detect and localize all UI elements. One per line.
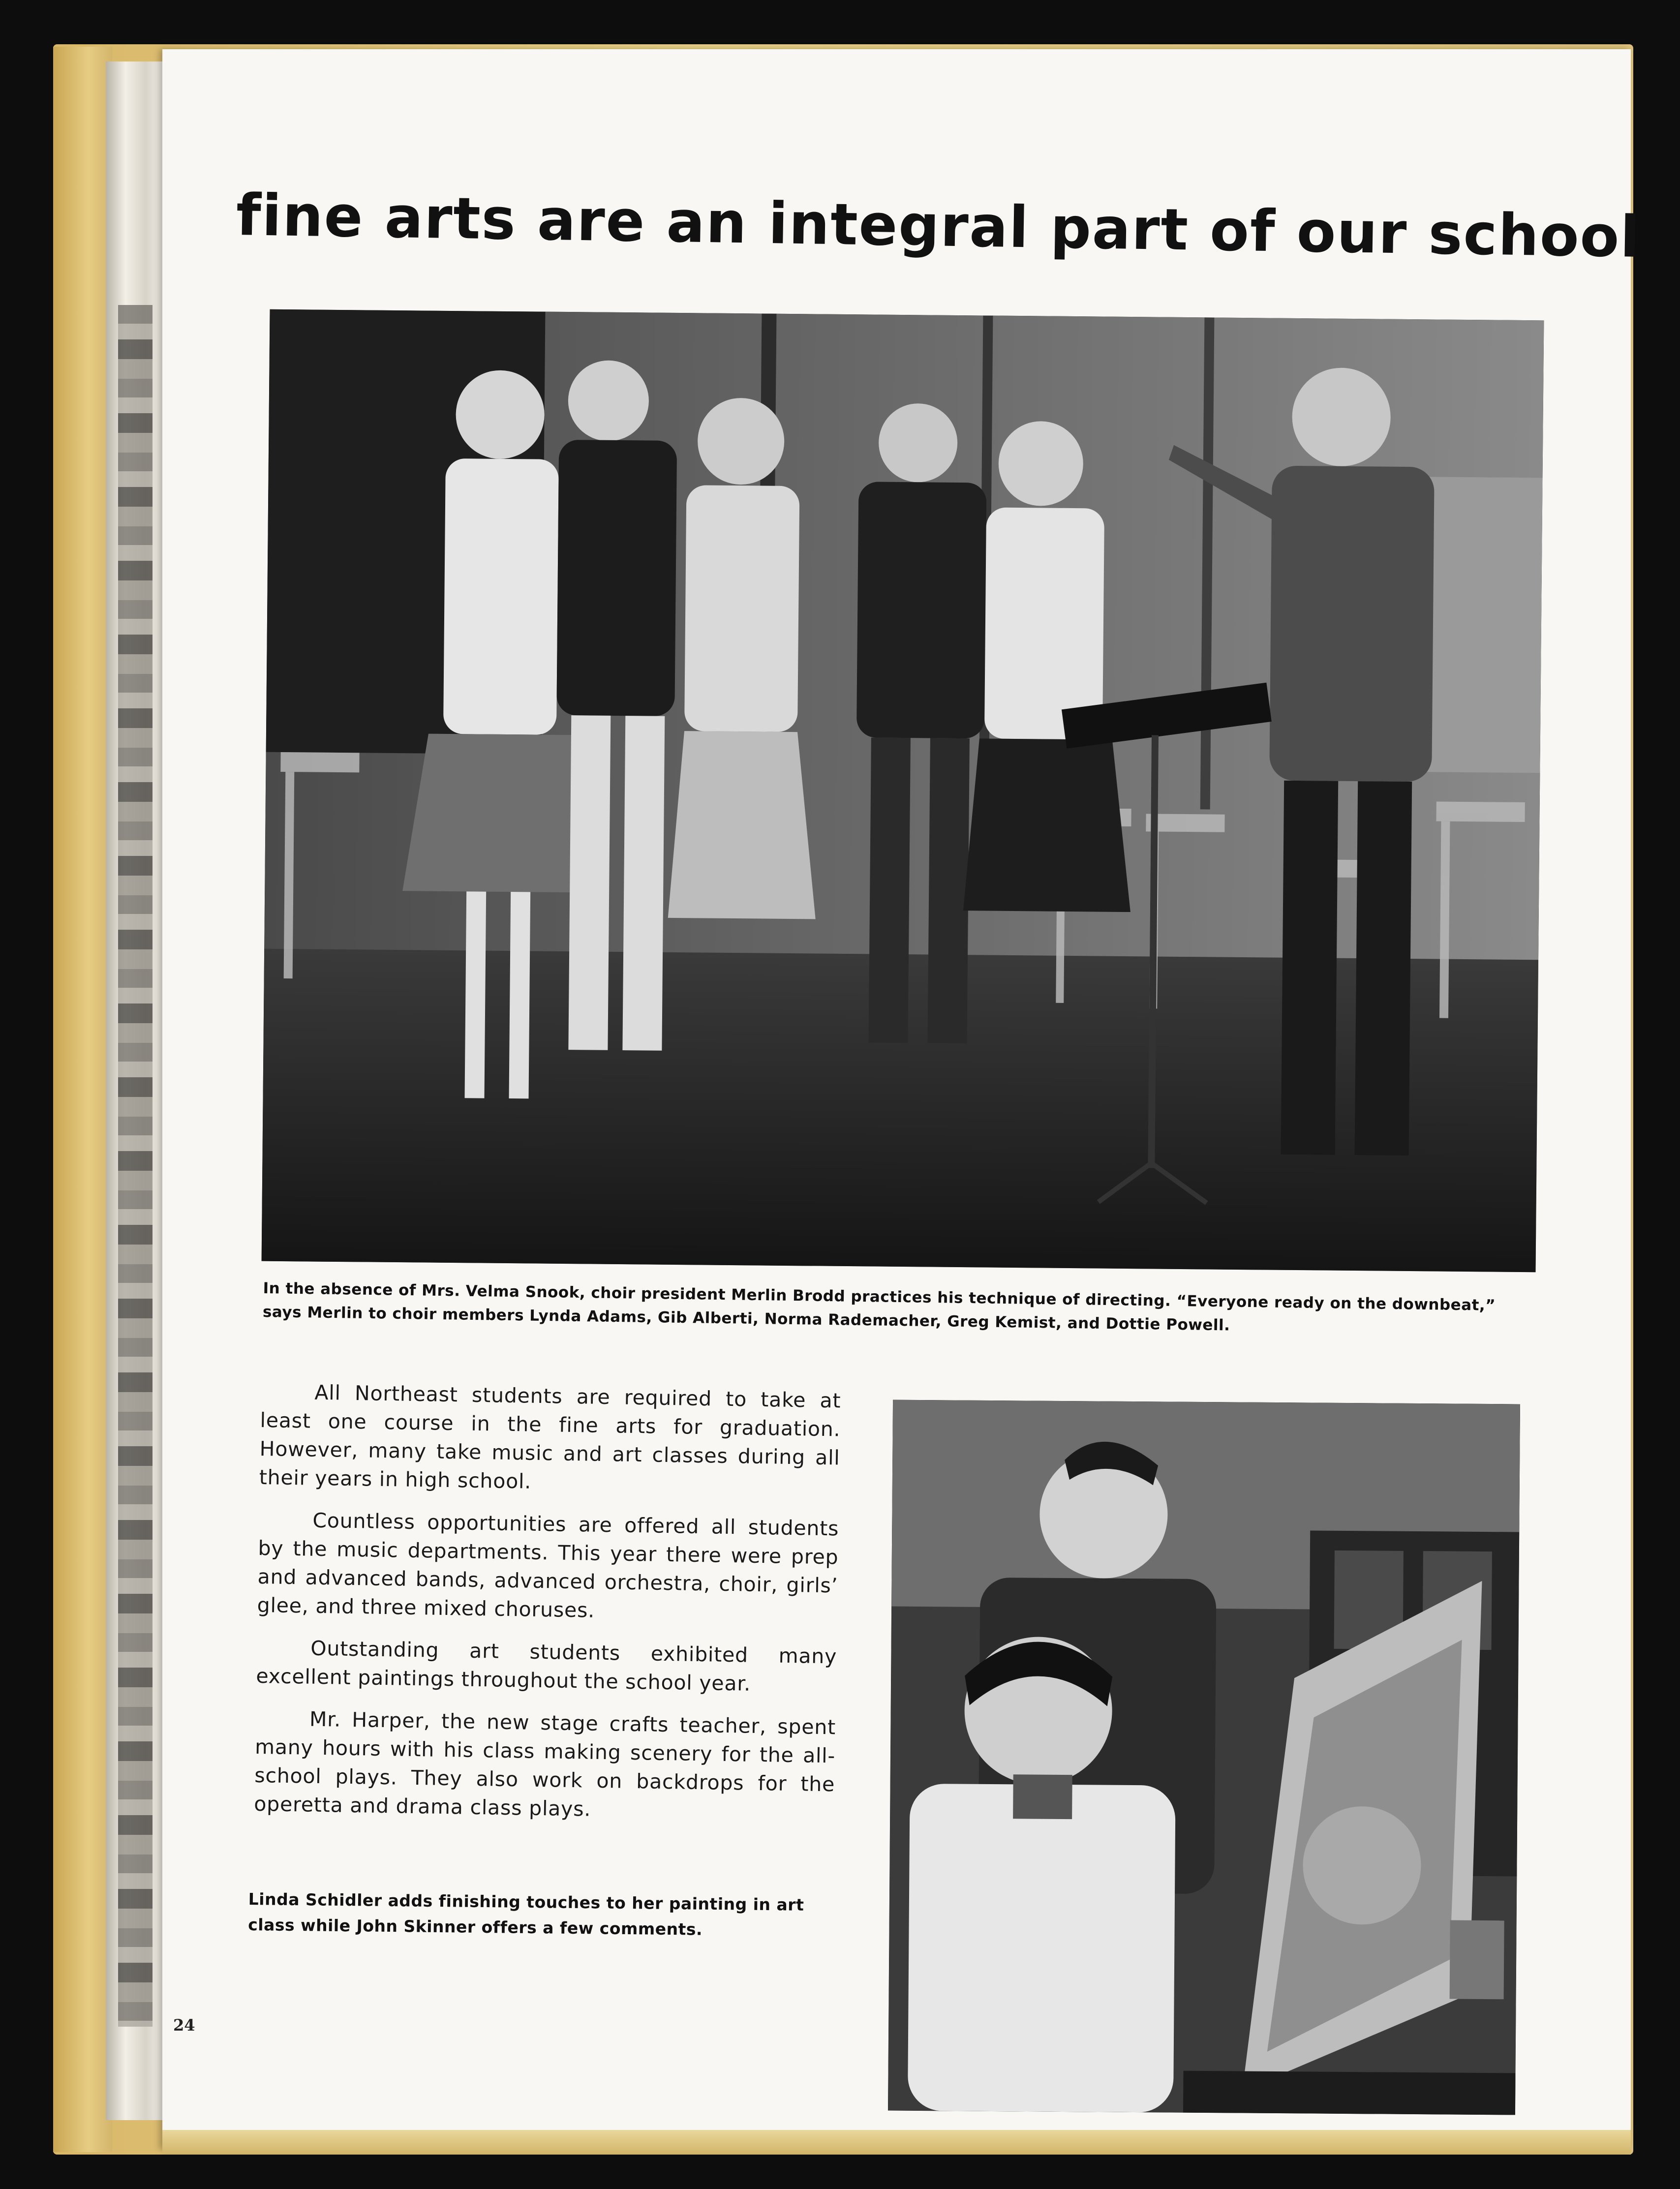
page-bottom-edge bbox=[162, 2130, 1631, 2155]
choir-photo bbox=[262, 309, 1544, 1273]
paragraph-4: Mr. Harper, the new stage crafts teacher, spent many hours with his class making scenery for the all-school plays. They also work on backdrops for the operetta and drama class plays. bbox=[254, 1707, 836, 1821]
page-title: fine arts are an integral part of our school bbox=[235, 182, 1642, 271]
paragraph-2: Countless opportunities are offered all students by the music departments. This year there were prep and advanced bands, advanced orchestra, choir, girls’ glee, and three mixed choruses. bbox=[257, 1508, 839, 1622]
art-photo-caption: Linda Schidler adds finishing touches to her painting in art class while John Skinner offers a few comments. bbox=[247, 1889, 804, 1939]
choir-photo-image bbox=[262, 309, 1544, 1273]
page-number: 24 bbox=[173, 2016, 195, 2035]
book-spine-edge bbox=[53, 47, 112, 2152]
paragraph-1: All Northeast students are required to take at least one course in the fine arts for graduation. However, many take music and art classes during all their years in high school. bbox=[259, 1380, 841, 1493]
previous-page-photo-edge bbox=[118, 305, 153, 2027]
choir-photo-caption: In the absence of Mrs. Velma Snook, choir president Merlin Brodd practices his technique of directing. “Everyone ready on the downbeat,” says Merlin to choir members Lynda Adams, Gib Alberti, Norma Rademacher, Greg Kemist, and Dottie Powell. bbox=[262, 1279, 1496, 1335]
art-class-photo-image bbox=[888, 1400, 1520, 2115]
art-class-photo bbox=[888, 1400, 1520, 2115]
article-body bbox=[253, 1377, 841, 1841]
paragraph-3: Outstanding art students exhibited many excellent paintings throughout the school year. bbox=[256, 1636, 837, 1696]
